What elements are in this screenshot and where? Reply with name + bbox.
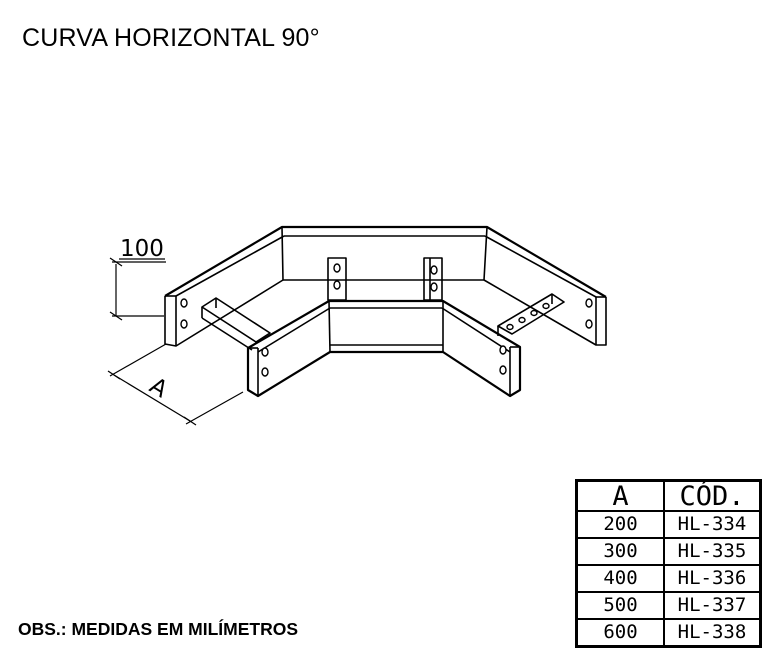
- code-table: [575, 479, 762, 648]
- table-row: [577, 511, 761, 538]
- table-row: [577, 565, 761, 592]
- outer-wall: [165, 227, 606, 346]
- table-cell-a: 600: [577, 619, 665, 647]
- table-cell-a: 400: [577, 565, 665, 592]
- height-label: 100: [120, 236, 164, 262]
- table-cell-code: HL-337: [664, 592, 761, 619]
- table-row: [577, 538, 761, 565]
- inner-wall: [248, 301, 520, 396]
- table-header-row: [577, 481, 761, 512]
- table-cell-a: 300: [577, 538, 665, 565]
- drawing-title: CURVA HORIZONTAL 90°: [22, 24, 320, 52]
- table-cell-code: HL-334: [664, 511, 761, 538]
- table-cell-a: 200: [577, 511, 665, 538]
- units-note: OBS.: MEDIDAS EM MILÍMETROS: [18, 619, 298, 639]
- floor-rungs: [202, 258, 564, 350]
- table-row: [577, 592, 761, 619]
- width-label: A: [144, 372, 172, 404]
- table-cell-code: HL-335: [664, 538, 761, 565]
- table-cell-code: HL-336: [664, 565, 761, 592]
- table-row: [577, 619, 761, 647]
- table-header-a: A: [577, 481, 665, 512]
- height-dimension: [110, 236, 166, 320]
- table-header-code: CÓD.: [664, 481, 761, 512]
- table-cell-code: HL-338: [664, 619, 761, 647]
- table-cell-a: 500: [577, 592, 665, 619]
- width-dimension: [108, 344, 243, 425]
